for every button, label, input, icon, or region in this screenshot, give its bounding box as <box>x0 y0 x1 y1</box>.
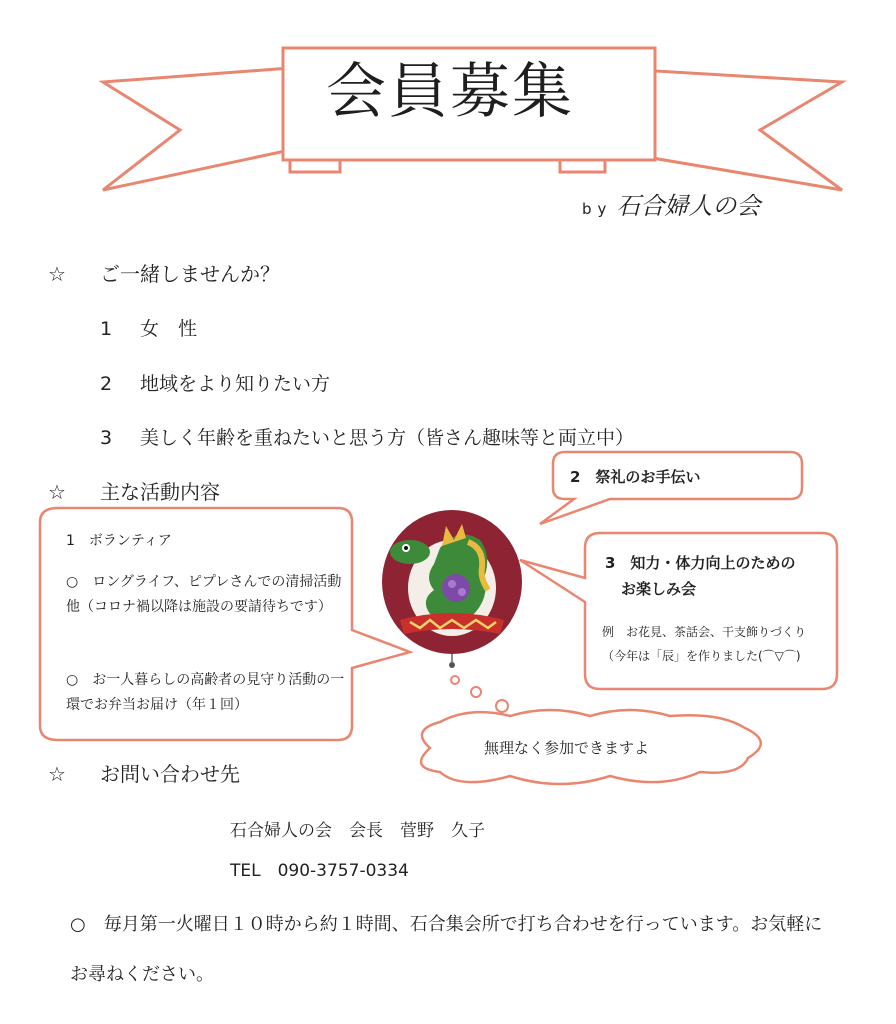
list-item: 1 女 性 <box>100 318 198 340</box>
star-icon: ☆ <box>48 762 66 786</box>
volunteer-item-2: ○ お一人暮らしの高齢者の見守り活動の一環でお弁当お届け（年１回） <box>66 672 345 713</box>
fun-meeting-title-2: お楽しみ会 <box>621 580 697 598</box>
contact-name: 石合婦人の会 会長 菅野 久子 <box>230 821 485 841</box>
volunteer-item-1: ○ ロングライフ、ピプレさんでの清掃活動他（コロナ禍以降は施設の要請待ちです） <box>66 574 342 615</box>
section-heading-text: ご一緒しませんか？ <box>100 262 280 286</box>
festival-help-text: 2 祭礼のお手伝い <box>570 468 701 486</box>
list-item: 2 地域をより知りたい方 <box>100 373 331 395</box>
page-title: 会員募集 <box>326 57 574 127</box>
byline-org: 石合婦人の会 <box>616 192 761 220</box>
fun-meeting-example: 例 お花見、茶話会、干支飾りづくり（今年は「辰」を作りました(⌒▽⌒) <box>602 625 807 663</box>
byline-by: by <box>582 200 613 218</box>
star-icon: ☆ <box>48 262 66 286</box>
fun-meeting-title-1: 3 知力・体力向上のための <box>605 554 796 572</box>
dragon-ornament-icon <box>380 508 530 668</box>
cloud-message: 無理なく参加できますよ <box>484 739 650 757</box>
star-icon: ☆ <box>48 480 66 504</box>
contact-phone: TEL 090-3757-0334 <box>230 861 409 881</box>
list-item: 3 美しく年齢を重ねたいと思う方（皆さん趣味等と両立中） <box>100 427 635 449</box>
volunteer-title: 1 ボランティア <box>66 533 172 549</box>
section-heading-contact <box>48 758 240 787</box>
meeting-note: ○ 毎月第一火曜日１０時から約１時間、石合集会所で打ち合わせを行っています。お気軽にお尋ねください。 <box>70 914 823 985</box>
section-heading-text: 主な活動内容 <box>100 480 220 504</box>
section-heading-text: お問い合わせ先 <box>100 762 240 786</box>
